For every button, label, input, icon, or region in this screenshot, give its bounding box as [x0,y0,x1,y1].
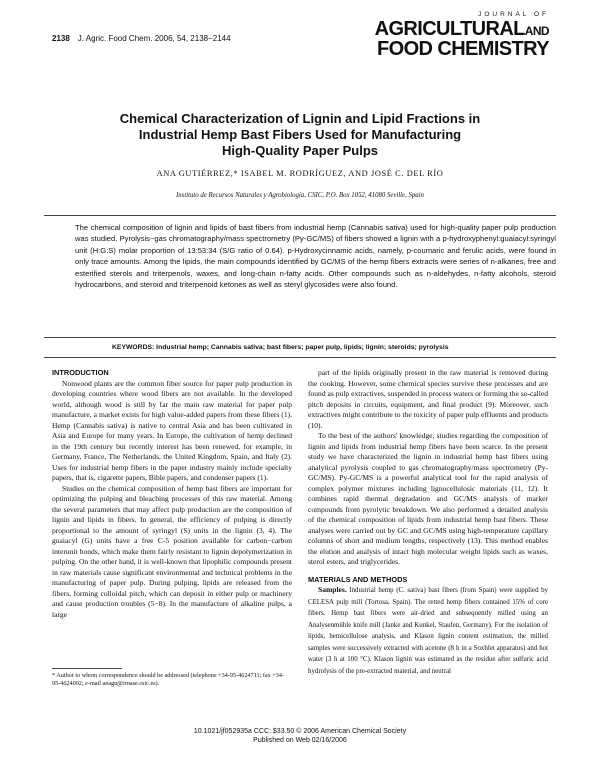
title-line3: High-Quality Paper Pulps [221,143,379,158]
footnote-rule [52,668,122,669]
title-line2: Industrial Hemp Bast Fibers Used for Manufacturing [138,127,462,142]
journal-citation: J. Agric. Food Chem. 2006, 54, 2138−2144 [77,34,231,43]
divider-top [44,215,556,216]
authors: ANA GUTIÉRREZ,* ISABEL M. RODRÍGUEZ, AND JOSÉ C. DEL RÍO [156,169,444,178]
doi-line: 10.1021/jf052935a CCC: $33.50 © 2006 American Chemical Society [193,728,407,735]
abstract: The chemical composition of lignin and lipids of bast fibers from industrial hemp (Cannabis sativa) used for high-quality paper pulp production was studied. Pyrolysis−gas chromatography/mass spectrometry (Py-GC/MS) of fibers showed a lignin with a p-hydroxyphenyl:guaiacyl:syringyl unit (H:G:S) molar proportion of 13:53:34 (S/G ratio of 0.64). p-Hydroxycinnamic acids, namely, p-coumaric and ferulic acids, were found in only trace amounts. Among the lipids, the main compounds identified by GC/MS of the hemp fibers extracts were series of n-alkanes, free and esterified sterols and triterpenols, waxes, and long-chain n-fatty acids. Other compounds such as n-aldehydes, n-fatty alcohols, steroid hydrocarbons, and steroid and triterpenoid ketones as well as steryl glycosides were also found. [75,223,556,290]
keywords: KEYWORDS: Industrial hemp; Cannabis sativa; bast fibers; paper pulp, lipids; lignin; steroids; pyrolysis [112,344,449,351]
title-line1: Chemical Characterization of Lignin and Lipid Fractions in [119,111,481,126]
right-column [308,368,548,677]
journal-logo [375,12,549,59]
paragraph: part of the lipids originally present in the raw material is removed during the cooking. However, some chemical species survive these processes and are found as pulp extractives, suspended in process waters or forming the so-called pitch deposits in circuits, equipment, and final product (9). Moreover, such extractives might contribute to the toxicity of paper pulp effluents and products (10). [308,368,548,430]
published-line: Published on Web 02/16/2006 [253,737,347,744]
page-number: 2138 [52,34,70,43]
divider-bottom [44,357,556,358]
samples-label: Samples. [318,585,347,594]
section-heading-introduction: INTRODUCTION [52,368,109,377]
paragraph: Nonwood plants are the common fiber source for paper pulp production in developing countries where wood fibers are not available. In the developed world, although wood is still by far the main raw material for paper pulp manufacture, a market exists for high value-added papers from these fibers (1). Hemp (Cannabis sativa) is native to central Asia and has been cultivated in Asia and Europe for many years. In Europe, the cultivation of hemp declined in the 19th century but recently interest has been renewed, for example, in Germany, France, The Netherlands, the United Kingdom, Spain, and Italy (2). Uses for industrial hemp fibers in the paper industry mainly include specialty papers, that is, cigarette papers, Bible papers, and condenser papers (1). [52,378,292,482]
logo-and: AND [524,23,549,38]
left-column [52,368,292,620]
paragraph: Studies on the chemical composition of hemp bast fibers are important for optimizing the pulping and bleaching processes of this raw material. Among the several parameters that may affect pulp production are the composition of lignin and lipids in fibers. In general, the efficiency of pulping is directly proportional to the amount of syringyl (S) units in the lignin (3, 4). The guaiacyl (G) units have a free C-5 position available for carbon−carbon interunit bonds, which make them fairly resistant to lignin depolymerization in pulping. On the other hand, it is well-known that lipophilic compounds present in raw materials cause significant environmental and technical problems in the manufacturing of paper pulp. During pulping, lipids are released from the fibers, forming colloidal pitch, which can deposit in either pulp or machinery and cause production troubles (5−8). In the manufacture of alkaline pulps, a large [52,483,292,619]
page-footer [0,727,600,745]
article-title [60,111,540,159]
running-header [52,34,231,43]
logo-line3: FOOD CHEMISTRY [377,37,549,60]
paragraph [308,585,548,677]
divider-mid [44,337,556,338]
affiliation: Instituto de Recursos Naturales y Agrobiología, CSIC, P.O. Box 1052, 41080 Seville, Spain [176,192,424,199]
logo-line1: JOURNAL OF [478,11,549,18]
logo-line2: AGRICULTURALAND [374,17,549,40]
section-heading-methods: MATERIALS AND METHODS [308,574,408,584]
samples-text: Industrial hemp (C. sativa) bast fibers (from Spain) were supplied by CELESA pulp mill (Tortosa, Spain). The retted hemp fibers contained 15% of core fibers. Hemp bast fibers were air-dried and subsequently milled using an Analysenmühle knife mill (Janke and Kunkel, Staufen, Germany). For the isolation of lipids, hemicellulose analysis, and Klason lignin content estimation, the milled samples were successively extracted with acetone (8 h in a Soxhlet apparatus) and hot water (3 h at 100 °C). Klason lignin was estimated as the residue after sulfuric acid hydrolysis of the pre-extracted material, and neutral [308,587,548,675]
paragraph: To the best of the authors' knowledge, studies regarding the composition of lignin and lipids from industrial hemp fibers have been scarce. In the present study we have characterized the lignin in industrial hemp bast fibers using analytical pyrolysis coupled to gas chromatography/mass spectrometry (Py-GC/MS). Py-GC/MS is a powerful analytical tool for the rapid analysis of complex polymer mixtures including lignocellulosic materials (11, 12). It combines rapid thermal degradation and GC/MS analysis of marker compounds from pyrolytic breakdown. We also performed a detailed analysis of the chemical composition of lipids from industrial hemp bast fibers. These analyses were carried out by GC and GC/MS using high-temperature capillary columns of short and medium lengths, respectively (13). This method enables the elution and analysis of intact high molecular weight lipids such as waxes, sterol esters, and triglycerides. [308,431,548,566]
correspondence-footnote: * Author to whom correspondence should be addressed (telephone +34-95-4624711; fax +34-95-4624002; e-mail anagu@irnase.csic.es). [52,672,285,687]
